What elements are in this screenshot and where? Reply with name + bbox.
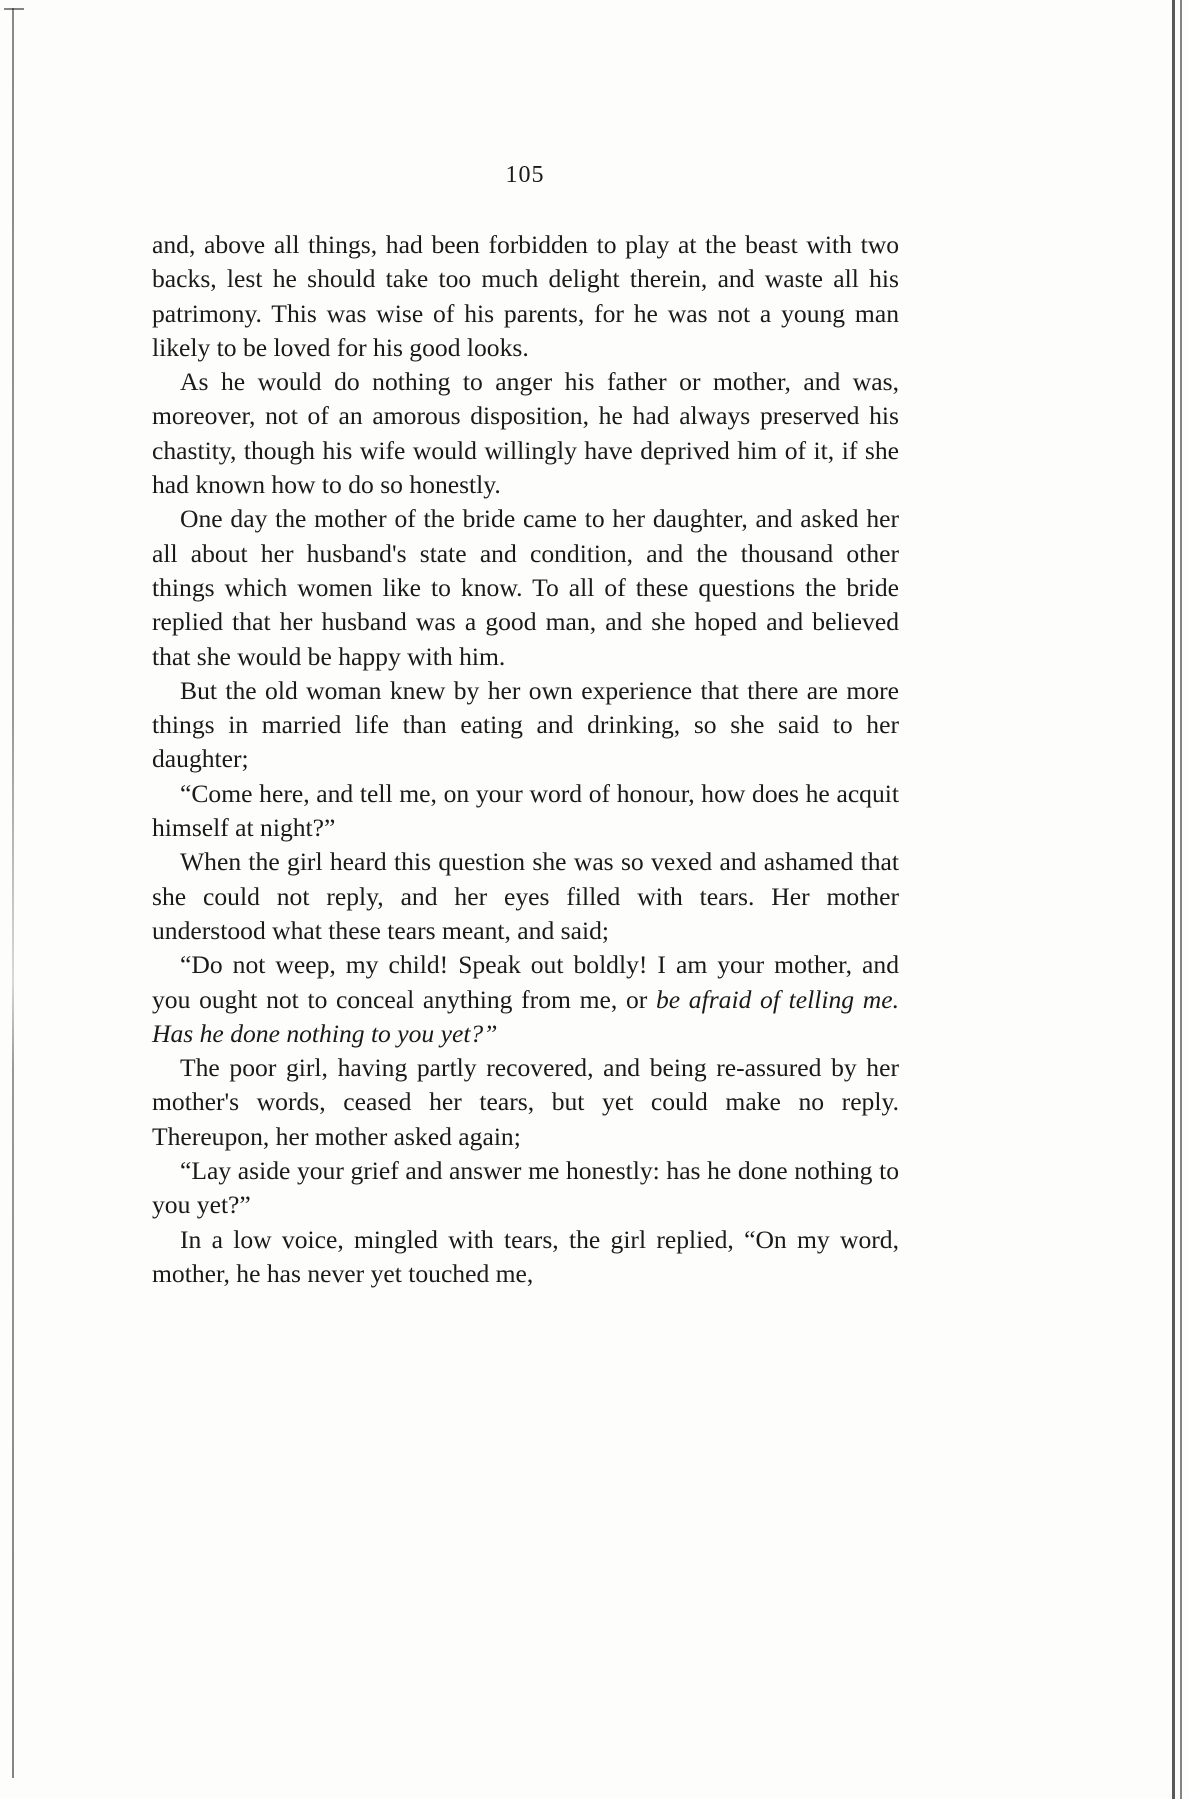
page-number: 105	[505, 162, 545, 188]
paragraph: “Lay aside your grief and answer me honestly: has he done nothing to you yet?”	[152, 1156, 899, 1220]
paragraph	[152, 948, 899, 1051]
scan-edge-mark	[4, 8, 24, 10]
paragraph: and, above all things, had been forbidden to play at the beast with two backs, lest he should take too much delight therein, and waste all his patrimony. This was wise of his parents, for he was not a young man likely to be loved for his good looks.	[152, 230, 899, 362]
paragraph: “Come here, and tell me, on your word of honour, how does he acquit himself at night?”	[152, 778, 899, 843]
body-text	[152, 228, 899, 1291]
scan-edge-left	[12, 8, 14, 1778]
paragraph-italic-text: be afraid of telling me. Has he done nothing to you yet?”	[152, 984, 899, 1048]
scan-edge-right	[1172, 0, 1175, 1799]
paragraph: One day the mother of the bride came to her daughter, and asked her all about her husband's state and condition, and the thousand other things which women like to know. To all of these questions the bride replied that her husband was a good man, and she hoped and believed that she would be happy with him.	[152, 504, 899, 671]
paragraph: In a low voice, mingled with tears, the girl replied, “On my word, mother, he has never yet touched me,	[152, 1224, 899, 1288]
paragraph-text: “Do not weep, my child! Speak out boldly! I am your mother, and you ought not to conceal anything from me, or	[152, 950, 899, 1014]
paragraph: But the old woman knew by her own experience that there are more things in married life than eating and drinking, so she said to her daughter;	[152, 675, 899, 774]
paragraph: As he would do nothing to anger his father or mother, and was, moreover, not of an amorous disposition, he had always preserved his chastity, though his wife would willingly have deprived him of it, if she had known how to do so honestly.	[152, 367, 899, 500]
paragraph: The poor girl, having partly recovered, and being re-assured by her mother's words, ceased her tears, but yet could make no reply. Thereupon, her mother asked again;	[152, 1053, 899, 1151]
scan-edge-right-inner	[1180, 0, 1182, 1799]
paragraph: When the girl heard this question she was so vexed and ashamed that she could not reply, and her eyes filled with tears. Her mother understood what these tears meant, and said;	[152, 847, 899, 945]
